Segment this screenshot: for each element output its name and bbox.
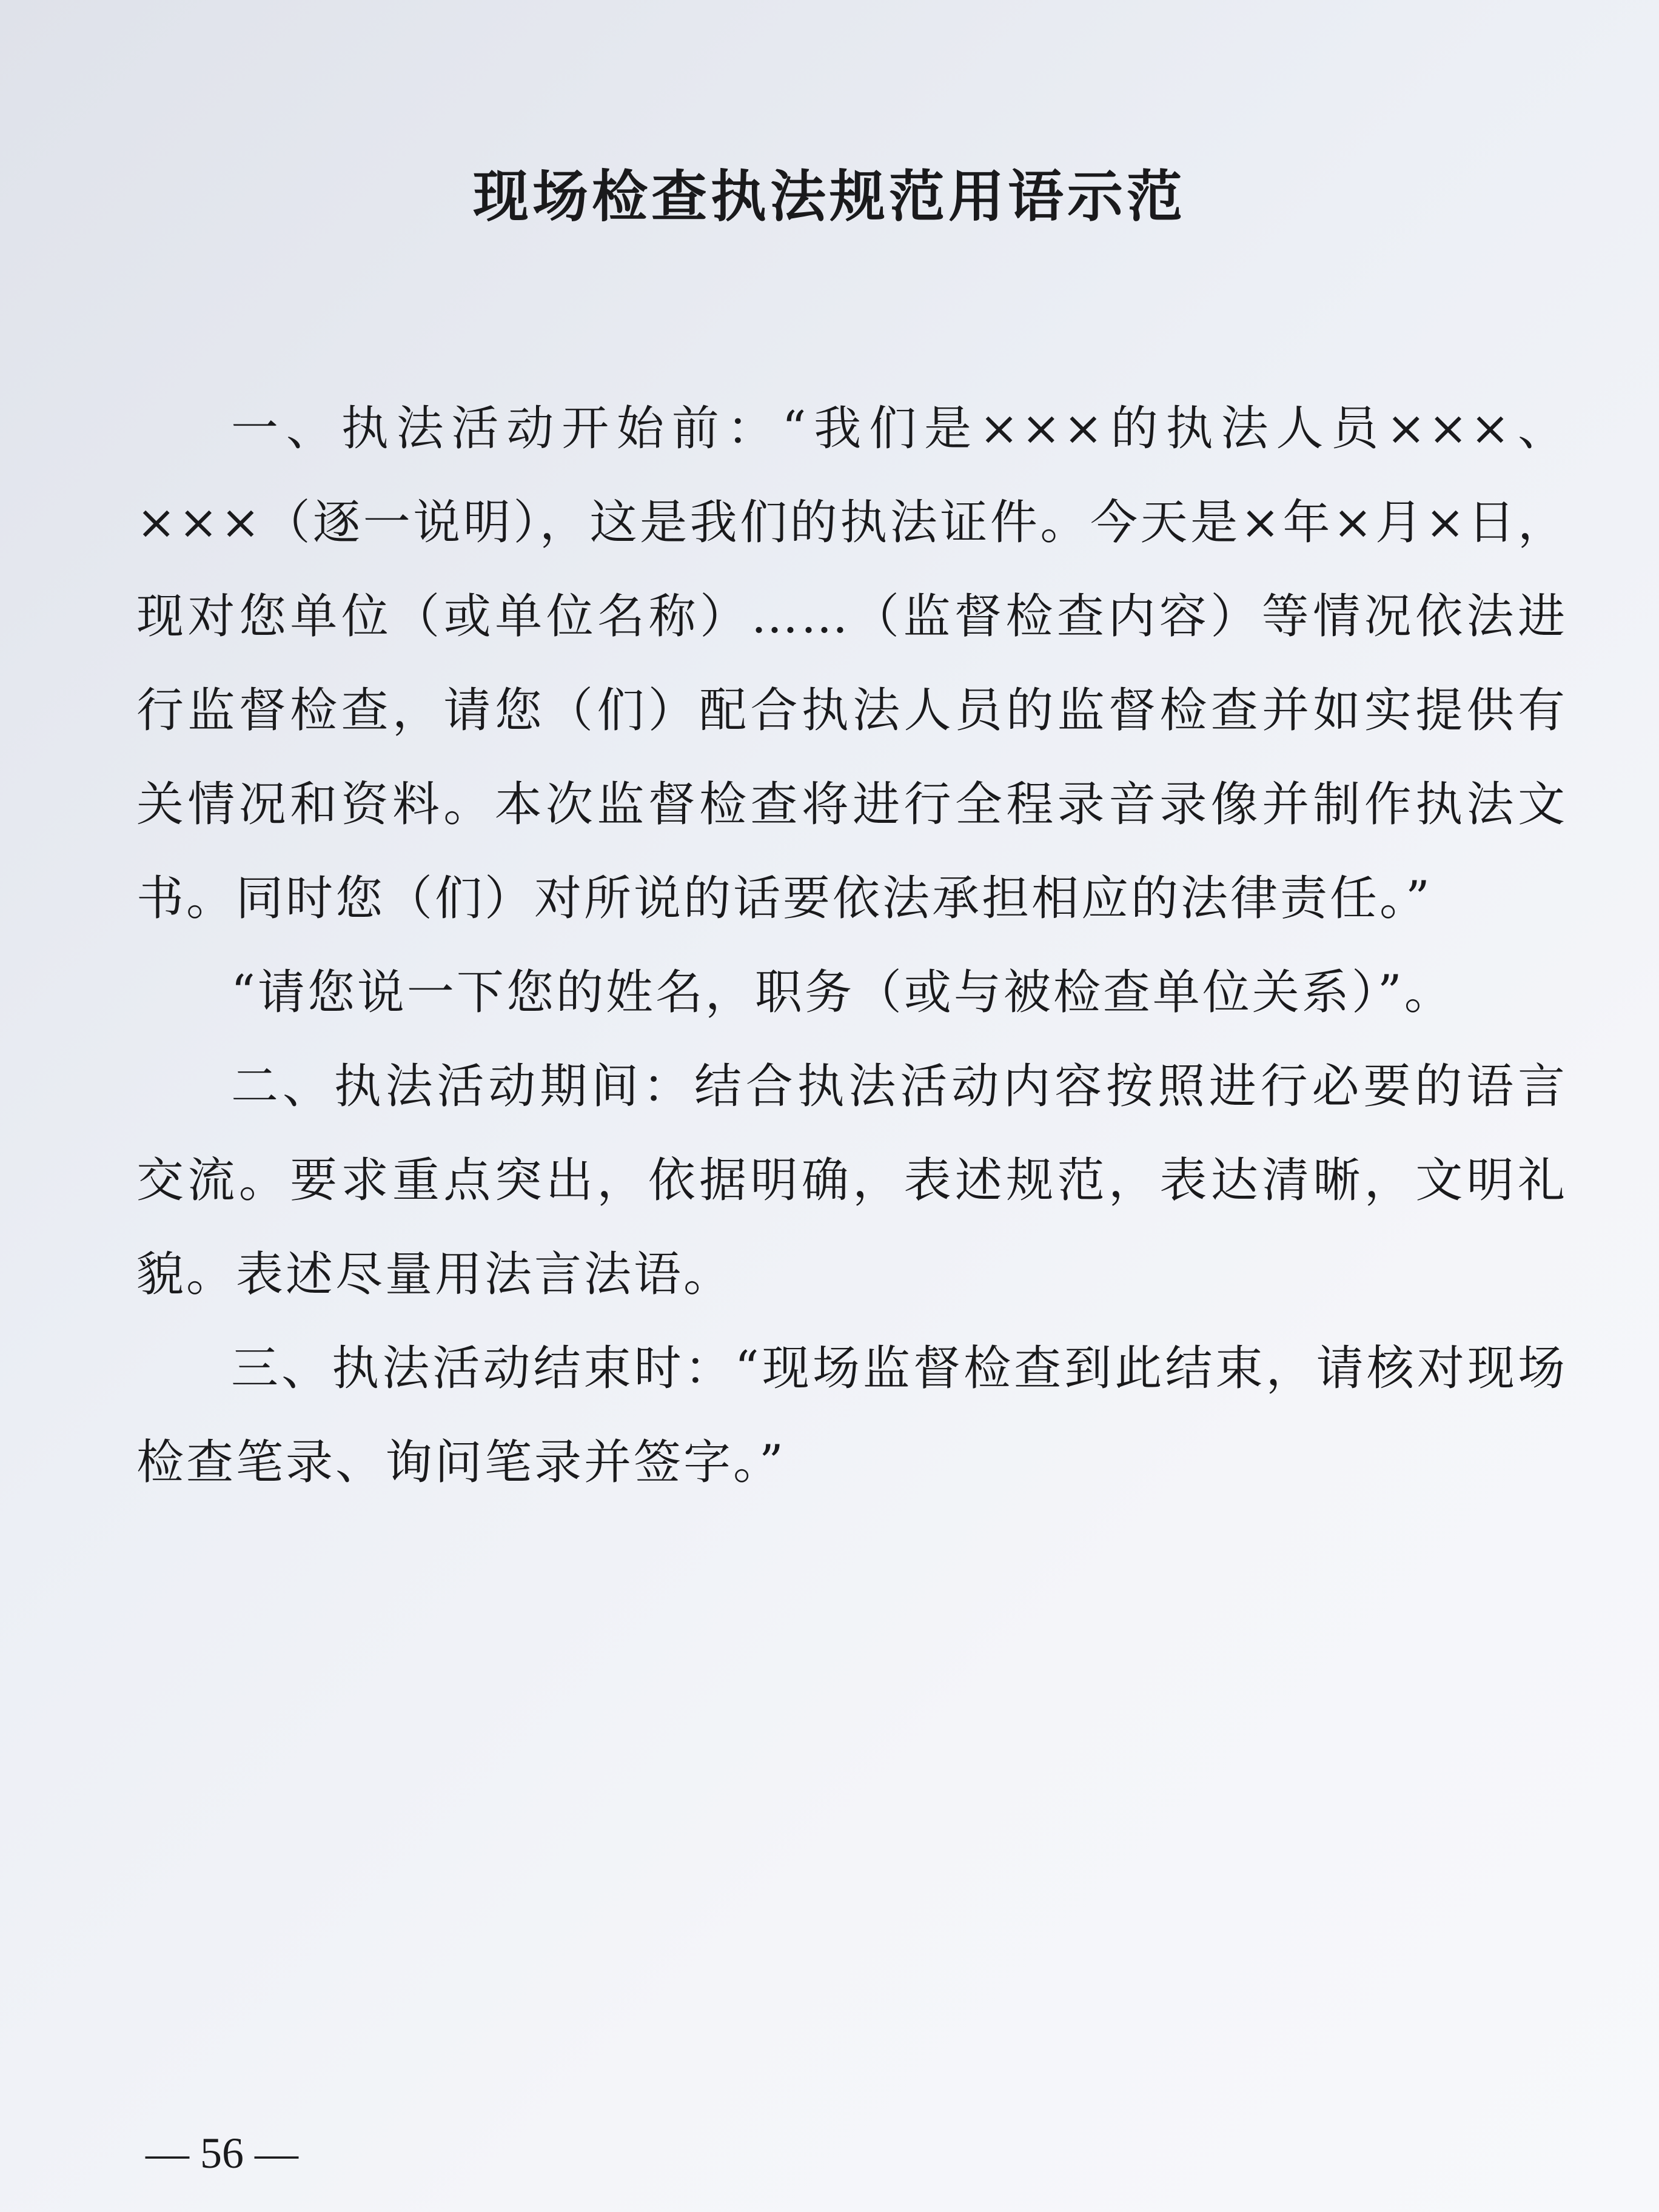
paragraph-during-enforcement: 二、执法活动期间：结合执法活动内容按照进行必要的语言交流。要求重点突出，依据明确，表述规范，表达清晰，文明礼貌。表述尽量用法言法语。 xyxy=(136,1059,1567,1302)
document-title: 现场检查执法规范用语示范 xyxy=(472,164,1186,229)
paragraph-end-enforcement: 三、执法活动结束时：“现场监督检查到此结束，请核对现场检查笔录、询问笔录并签字。” xyxy=(136,1341,1567,1490)
paragraph-before-enforcement: 一、执法活动开始前：“我们是×××的执法人员×××、×××（逐一说明），这是我们的执法证件。今天是×年×月×日，现对您单位（或单位名称）……（监督检查内容）等情况依法进行监督检查，请您（们）配合执法人员的监督检查并如实提供有关情况和资料。本次监督检查将进行全程录音录像并制作执法文书。同时您（们）对所说的话要依法承担相应的法律责任。” xyxy=(136,401,1567,926)
paragraph-ask-name: “请您说一下您的姓名，职务（或与被检查单位关系）”。 xyxy=(231,965,1454,1020)
document-body xyxy=(136,382,1567,1510)
page-number: — 56 — xyxy=(146,2129,298,2177)
